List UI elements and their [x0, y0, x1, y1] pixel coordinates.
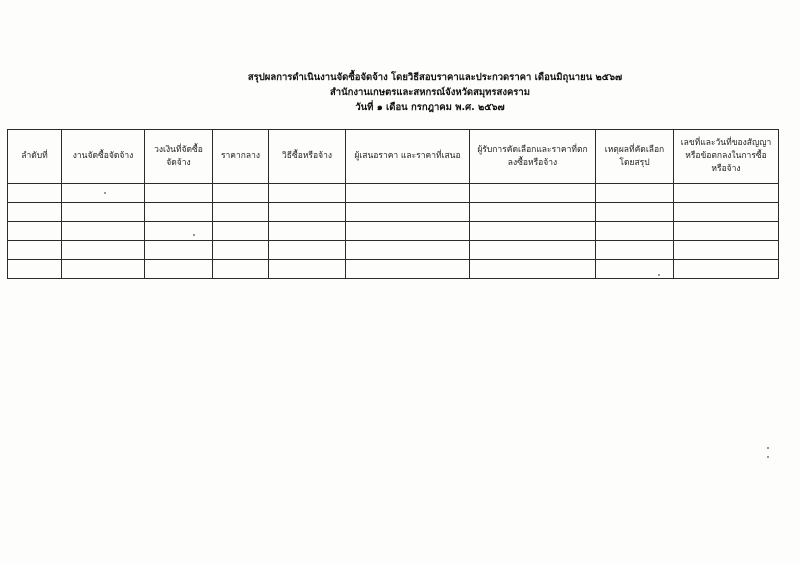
table-cell — [346, 184, 470, 203]
table-cell — [470, 184, 596, 203]
table-cell — [346, 222, 470, 241]
scan-speck — [104, 192, 106, 194]
col-header-order: ลำดับที่ — [8, 130, 62, 184]
scan-speck — [767, 447, 769, 449]
scan-speck — [193, 234, 195, 236]
col-header-reason: เหตุผลที่คัดเลือก โดยสรุป — [596, 130, 674, 184]
table-cell — [596, 241, 674, 260]
table-row — [8, 203, 779, 222]
table-cell — [674, 203, 779, 222]
table-cell — [269, 241, 346, 260]
table-cell — [346, 260, 470, 279]
table-cell — [62, 203, 145, 222]
table-row — [8, 184, 779, 203]
col-header-method: วิธีซื้อหรือจ้าง — [269, 130, 346, 184]
table-cell — [470, 203, 596, 222]
document-header — [0, 70, 800, 115]
table-row — [8, 260, 779, 279]
table-cell — [269, 184, 346, 203]
col-header-median-price: ราคากลาง — [213, 130, 269, 184]
table-cell — [145, 222, 213, 241]
table-cell — [145, 184, 213, 203]
table-cell — [62, 260, 145, 279]
table-cell — [596, 222, 674, 241]
table-cell — [346, 203, 470, 222]
table-cell — [145, 203, 213, 222]
report-date: วันที่ ๑ เดือน กรกฎาคม พ.ศ. ๒๕๖๗ — [355, 102, 505, 113]
table-row — [8, 241, 779, 260]
table-cell — [62, 184, 145, 203]
table-cell — [62, 222, 145, 241]
col-header-contract-ref: เลขที่และวันที่ของสัญญา หรือข้อตกลงในการซื้อ หรือจ้าง — [674, 130, 779, 184]
table-row — [8, 222, 779, 241]
table-cell — [213, 241, 269, 260]
col-header-budget: วงเงินที่จัดซื้อ จัดจ้าง — [145, 130, 213, 184]
table-cell — [674, 260, 779, 279]
table-header-row — [8, 130, 779, 184]
table-cell — [62, 241, 145, 260]
table-cell — [269, 222, 346, 241]
table-cell — [269, 260, 346, 279]
document-title: สรุปผลการดำเนินงานจัดซื้อจัดจ้าง โดยวิธีสอบราคาและประกวดราคา เดือนมิถุนายน ๒๕๖๗ — [247, 72, 623, 83]
table-cell — [596, 260, 674, 279]
table-cell — [8, 184, 62, 203]
table-cell — [213, 203, 269, 222]
table-cell — [674, 241, 779, 260]
table-cell — [470, 241, 596, 260]
table-cell — [596, 203, 674, 222]
table-cell — [213, 184, 269, 203]
scan-speck — [767, 456, 769, 458]
table-cell — [470, 260, 596, 279]
col-header-bidders: ผู้เสนอราคา และราคาที่เสนอ — [346, 130, 470, 184]
table-cell — [8, 260, 62, 279]
table-cell — [145, 241, 213, 260]
table-cell — [674, 184, 779, 203]
table-cell — [8, 222, 62, 241]
table-cell — [596, 184, 674, 203]
procurement-summary-table — [7, 129, 779, 279]
table-cell — [470, 222, 596, 241]
scan-speck — [658, 274, 660, 276]
table-cell — [213, 222, 269, 241]
table-cell — [8, 241, 62, 260]
table-cell — [8, 203, 62, 222]
col-header-selected-vendor: ผู้รับการคัดเลือกและราคาที่ตก ลงซื้อหรือจ้าง — [470, 130, 596, 184]
table-cell — [269, 203, 346, 222]
table-cell — [674, 222, 779, 241]
table-cell — [213, 260, 269, 279]
table-cell — [145, 260, 213, 279]
office-name: สำนักงานเกษตรและสหกรณ์จังหวัดสมุทรสงคราม — [329, 87, 531, 98]
col-header-procurement-item: งานจัดซื้อจัดจ้าง — [62, 130, 145, 184]
table-cell — [346, 241, 470, 260]
table-body — [8, 184, 779, 279]
